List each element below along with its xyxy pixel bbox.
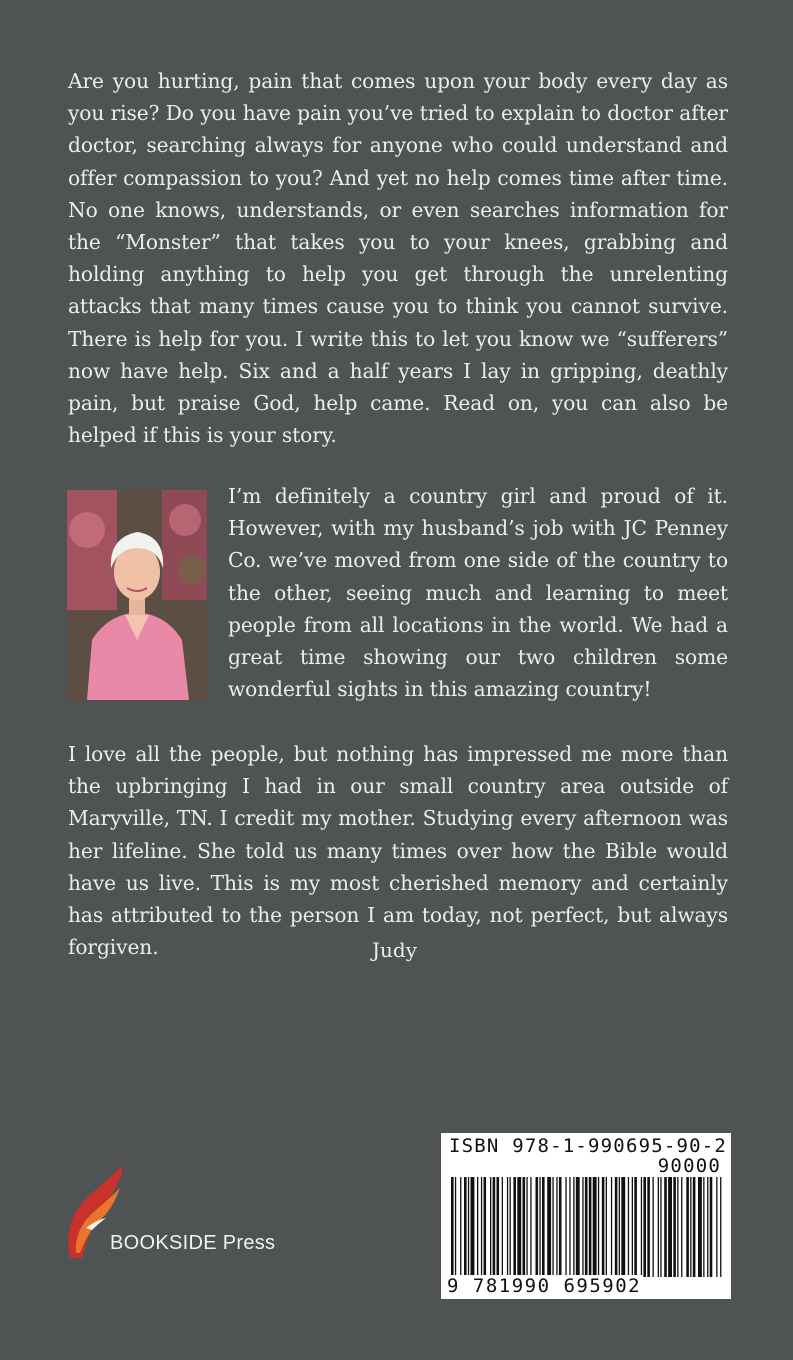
author-photo bbox=[67, 490, 207, 700]
publisher-name-part: BOOKSIDE bbox=[110, 1232, 217, 1254]
barcode-digits: 9 781990 695902 bbox=[447, 1275, 642, 1297]
publisher-name bbox=[110, 1232, 275, 1255]
back-cover-blurb: Are you hurting, pain that comes upon your body every day as you rise? Do you have pain you’ve tried to explain to doctor after doctor, searching always for anyone who could understand and offer compassion to you? And yet no help comes time after time. No one knows, understands, or even searches information for the “Monster” that takes you to your knees, grabbing and holding anything to help you get through the unrelenting attacks that many times cause you to think you cannot survive. There is help for you. I write this to let you know we “sufferers” now have help. Six and a half years I lay in gripping, deathly pain, but praise God, help came. Read on, you can also be helped if this is your story. bbox=[68, 69, 728, 448]
barcode-bars bbox=[447, 1177, 727, 1287]
isbn-barcode bbox=[441, 1133, 731, 1299]
author-bio-paragraph: I’m definitely a country girl and proud of it. However, with my husband’s job with JC Penney Co. we’ve moved from one side of the country to the other, seeing much and learning to meet people from all locations in the world. We had a great time showing our two children some wonderful sights in this amazing country! bbox=[228, 484, 728, 702]
price-code: 90000 bbox=[657, 1155, 721, 1177]
isbn-label: ISBN 978-1-990695-90-2 bbox=[449, 1135, 728, 1157]
publisher-name-part: Press bbox=[222, 1232, 276, 1254]
author-bio-paragraph: I love all the people, but nothing has impressed me more than the upbringing I had in our small country area outside of Maryville, TN. I credit my mother. Studying every afternoon was her lifeline. She told us many times over how the Bible would have us live. This is my most cherished memory and certainly has attributed to the person I am today, not perfect, but always forgiven. bbox=[68, 742, 728, 960]
author-signature: Judy bbox=[372, 938, 417, 962]
